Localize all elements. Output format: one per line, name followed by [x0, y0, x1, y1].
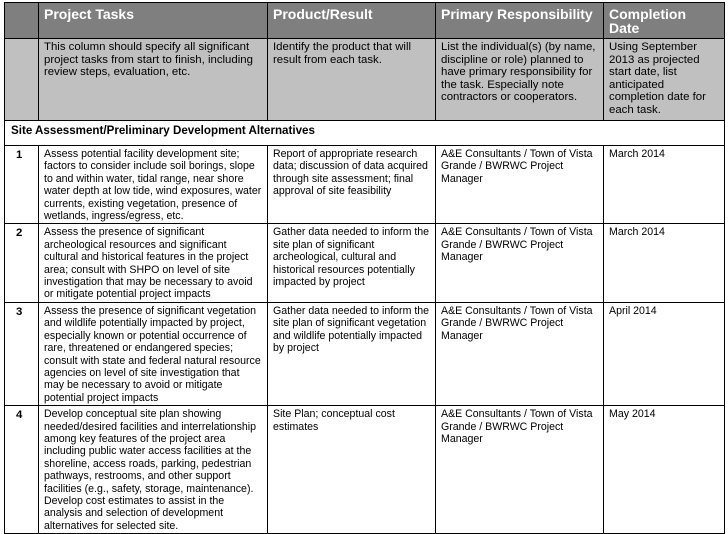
task-product: Report of appropriate research data; discussion of data acquired through site assessment; final approval of site feasibility: [268, 146, 436, 224]
description-row: [5, 39, 725, 121]
task-completion-date: May 2014: [604, 406, 725, 534]
header-completion-date: Completion Date: [604, 3, 725, 39]
task-completion-date: March 2014: [604, 224, 725, 302]
section-title: Site Assessment/Preliminary Development Alternatives: [5, 121, 725, 146]
table-row: [5, 406, 725, 534]
description-completion-date: Using September 2013 as projected start date, list anticipated completion date for each task.: [604, 39, 725, 121]
task-description: Develop conceptual site plan showing needed/desired facilities and interrelationship among key features of the project area including public water access facilities at the shoreline, access roads, parking, pedestrian pathways, restrooms, and other support facilities (e.g., safety, storage, maintenance). Develop cost estimates to assist in the analysis and selection of development alternatives for selected site.: [39, 406, 268, 534]
task-responsibility: A&E Consultants / Town of Vista Grande / BWRWC Project Manager: [436, 146, 604, 224]
section-row: [5, 121, 725, 146]
header-primary-responsibility: Primary Responsibility: [436, 3, 604, 39]
task-completion-date: March 2014: [604, 146, 725, 224]
task-number: 1: [5, 146, 39, 224]
task-description: Assess the presence of significant vegetation and wildlife potentially impacted by project, especially known or potential occurrence of rare, threatened or endangered species; consult with state and federal natural resource agencies on level of site investigation that may be necessary to avoid or mitigate potential project impacts: [39, 302, 268, 405]
table-row: [5, 146, 725, 224]
task-product: Site Plan; conceptual cost estimates: [268, 406, 436, 534]
task-product: Gather data needed to inform the site plan of significant archeological, cultural and historical resources potentially impacted by project: [268, 224, 436, 302]
task-description: Assess the presence of significant archeological resources and significant cultural and historical features in the project area; consult with SHPO on level of site investigation that may be necessary to avoid or mitigate potential project impacts: [39, 224, 268, 302]
header-product-result: Product/Result: [268, 3, 436, 39]
task-number: 4: [5, 406, 39, 534]
task-completion-date: April 2014: [604, 302, 725, 405]
description-primary-responsibility: List the individual(s) (by name, discipline or role) planned to have primary responsibility for the task. Especially note contractors or cooperators.: [436, 39, 604, 121]
description-number-cell: [5, 39, 39, 121]
task-description: Assess potential facility development site; factors to consider include soil borings, slope to and within water, tidal range, near shore water depth at low tide, wind exposures, water currents, existing vegetation, presence of wetlands, ingress/egress, etc.: [39, 146, 268, 224]
header-number-cell: [5, 3, 39, 39]
task-responsibility: A&E Consultants / Town of Vista Grande / BWRWC Project Manager: [436, 224, 604, 302]
task-number: 2: [5, 224, 39, 302]
table-row: [5, 224, 725, 302]
task-responsibility: A&E Consultants / Town of Vista Grande / BWRWC Project Manager: [436, 406, 604, 534]
task-product: Gather data needed to inform the site plan of significant vegetation and wildlife potentially impacted by project: [268, 302, 436, 405]
project-tasks-table: [4, 2, 725, 534]
header-project-tasks: Project Tasks: [39, 3, 268, 39]
task-number: 3: [5, 302, 39, 405]
description-product-result: Identify the product that will result from each task.: [268, 39, 436, 121]
description-project-tasks: This column should specify all significant project tasks from start to finish, including review steps, evaluation, etc.: [39, 39, 268, 121]
header-row: [5, 3, 725, 39]
table-row: [5, 302, 725, 405]
task-responsibility: A&E Consultants / Town of Vista Grande / BWRWC Project Manager: [436, 302, 604, 405]
